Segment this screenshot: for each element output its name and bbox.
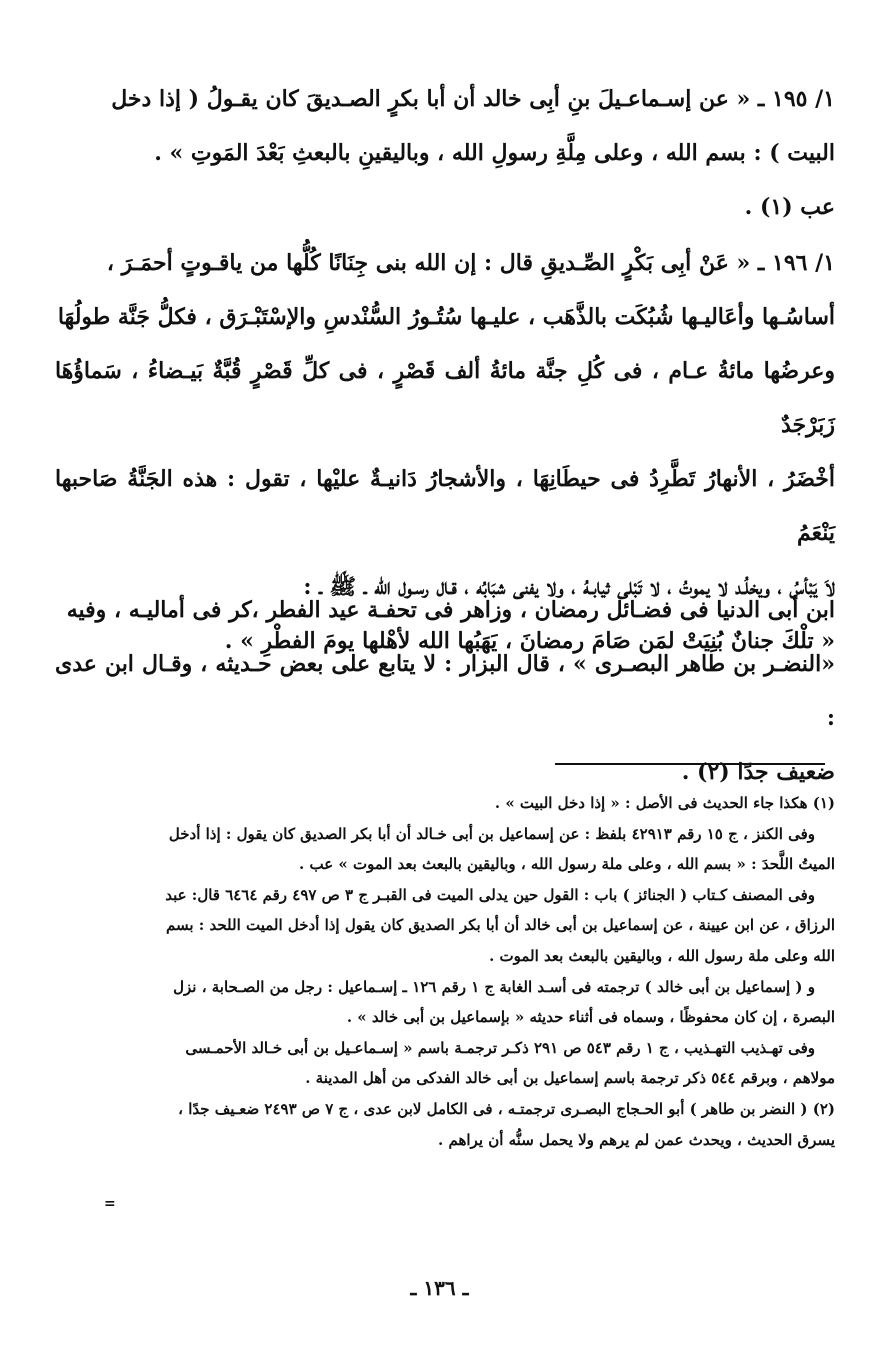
- footnotes: [55, 788, 835, 1155]
- footnote-line: وفى المصنف كـتاب ( الجنائز ) باب : القول حين يدلى الميت فى القبـر ج ٣ ص ٤٩٧ رقم ٦٤٦٤ قال: عبد: [165, 885, 815, 904]
- text-line: ضعيف جدًا (٢) .: [681, 759, 835, 785]
- text-line: أساسُـها وأعَاليـها شُبُكَت بالذَّهَب ، عليـها سُتُـورُ السُّنْدسِ والإسْتَبْـرَق ، فكلُّ جَنَّة طولُهَا: [57, 304, 835, 330]
- text-line: البيت ) : بسم الله ، وعلى مِلَّةِ رسولِ الله ، وباليقينِ بالبعثِ بَعْدَ المَوتِ » .: [154, 140, 835, 166]
- footnote-line: مولاهم ، وبرقم ٥٤٤ ذكر ترجمة باسم إسماعيل بن أبى خالد الفدكى من أهل المدينة .: [305, 1069, 835, 1088]
- text-line: ابن أبى الدنيا فى فضـائل رمضان ، وزاهر فى تحفـة عيد الفطر ،كر فى أماليـه ، وفيه: [66, 597, 835, 623]
- footnote-line: البصرة ، إن كان محفوظًا ، وسماه فى أثناء حديثه « بإسماعيل بن أبى خالد » .: [346, 1008, 835, 1027]
- text-line: «النضـر بن طاهر البصـرى » ، قال البزار : لا يتابع على بعض حـديثه ، وقـال ابن عدى :: [55, 651, 835, 731]
- footnote-line: (٢) ( النضر بن طاهر ) أبو الحـجاج البصـرى ترجمتـه ، فى الكامل لابن عدى ، ج ٧ ص ٢٤٩٣ ضعـيف جدًا ،: [178, 1099, 835, 1118]
- source-citation-paragraph: [55, 583, 835, 799]
- footnote-line: الرزاق ، عن ابن عيينة ، عن إسماعيل بن أبى خالد أن أبا بكر الصديق كان يقول إذا أدخل الميت اللحد : بسم: [165, 916, 835, 935]
- hadith-195-paragraph: [55, 72, 835, 234]
- text-line: « تلْكَ جنانٌ بُنِيَتْ لمَن صَامَ رمضانَ ، يَهَبُها الله لأهْلها يومَ الفطْرِ » .: [224, 628, 835, 654]
- footnote-line: وفى تهـذيب التهـذيب ، ج ١ رقم ٥٤٣ ص ٢٩١ ذكـر ترجمـة باسم « إسـماعـيل بن أبى خـالد الأحمـسى: [185, 1038, 815, 1057]
- text-line: لاَ يَبْأسُ ، ويخلُـد لا يموتُ ، لا تَبْلى ثيابـهُ ، ولا يفنى شبَابُه ، قـال رسـول الله ـ ﷺ ـ :: [303, 574, 835, 600]
- text-line: عب (١) .: [744, 194, 835, 220]
- footnote-line: و ( إسماعيل بن أبى خالد ) ترجمته فى أسـد الغابة ج ١ رقم ١٢٦ ـ إسـماعيل : رجل من الصـحابة ، نزل: [173, 977, 815, 996]
- text-line: ١/ ١٩٥ ـ « عن إسـماعـيلَ بنِ أبِى خالد أن أبا بكرٍ الصـديقَ كان يقـولُ ( إذا دخل: [111, 86, 835, 112]
- text-line: وعرضُها مائةُ عـام ، فى كُلِ جنَّة مائةُ ألف قَصْرٍ ، فى كلِّ قَصْرٍ قُبَّةٌ بَيـضاءُ ، سَماؤُهَا زَبَرْجَدٌ: [55, 358, 835, 438]
- footnote-line: الميتُ اللَّحدَ : « بسم الله ، وعلى ملة رسول الله ، وباليقين بالبعث بعد الموت » عب .: [299, 855, 835, 874]
- footnote-line: وفى الكنز ، ج ١٥ رقم ٤٢٩١٣ بلفظ : عن إسماعيل بن أبى خـالد أن أبا بكر الصديق كان يقول : إذا أدخل: [168, 824, 815, 843]
- text-line: ١/ ١٩٦ ـ « عَنْ أبِى بَكْرٍ الصِّـديقِ قال : إن الله بنى جِنَانًا كُلُّها من ياقـوتٍ أحمَـرَ ،: [106, 250, 835, 276]
- footnote-separator: [555, 763, 825, 765]
- footnote-line: يسرق الحديث ، ويحدث عمن لم يرهم ولا يحمل سنُّه أن يراهم .: [438, 1130, 835, 1149]
- page-number: ـ ١٣٦ ـ: [410, 1276, 469, 1300]
- continuation-mark: =: [104, 1196, 116, 1212]
- text-line: أخْضَرُ ، الأنهارُ تَطَّرِدُ فى حيطَانِهَا ، والأشجارُ دَانيـةٌ عليْها ، تقول : هذه الجَنَّةُ صَاحبها يَنْعَمُ: [55, 466, 835, 546]
- footnote-line: (١) هكذا جاء الحديث فى الأصل : « إذا دخل البيت » .: [494, 794, 835, 812]
- footnote-line: الله وعلى ملة رسول الله ، وباليقين بالبعث بعد الموت .: [489, 946, 835, 965]
